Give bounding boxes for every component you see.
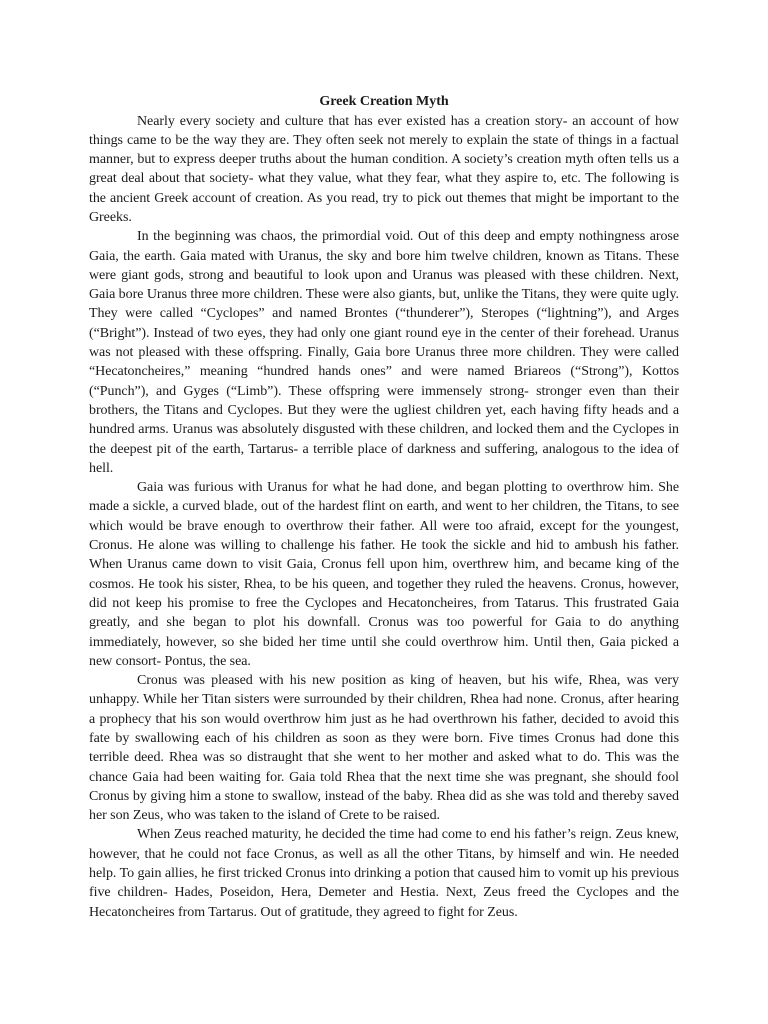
document-page: [89, 92, 679, 922]
paragraph-beginning: In the beginning was chaos, the primordial void. Out of this deep and empty nothingness arose Gaia, the earth. Gaia mated with Uranus, the sky and bore him twelve children, known as Titans. These were giant gods, strong and beautiful to look upon and Uranus was pleased with these children. Next, Gaia bore Uranus three more children. These were also giants, but, unlike the Titans, they were quite ugly. They were called “Cyclopes” and named Brontes (“thunderer”), Steropes (“lightning”), and Arges (“Bright”). Instead of two eyes, they had only one giant round eye in the center of their forehead. Uranus was not pleased with these offspring. Finally, Gaia bore Uranus three more children. They were called “Hecatoncheires,” meaning “hundred hands ones” and were named Briareos (“Strong”), Kottos (“Punch”), and Gyges (“Limb”). These offspring were immensely strong- stronger even than their brothers, the Titans and Cyclopes. But they were the ugliest children yet, each having fifty heads and a hundred arms. Uranus was absolutely disgusted with these children, and locked them and the Cyclopes in the deepest pit of the earth, Tartarus- a terrible place of darkness and suffering, analogous to the idea of hell.: [89, 229, 679, 476]
paragraph-cronus-reign: Cronus was pleased with his new position as king of heaven, but his wife, Rhea, was very unhappy. While her Titan sisters were surrounded by their children, Rhea had none. Cronus, after hearing a prophecy that his son would overthrow him just as he had overthrown his father, decided to avoid this fate by swallowing each of his children as soon as they were born. Five times Cronus had done this terrible deed. Rhea was so distraught that she went to her mother and asked what to do. This was the chance Gaia had been waiting for. Gaia told Rhea that the next time she was pregnant, she should fool Cronus by giving him a stone to swallow, instead of the baby. Rhea did as she was told and thereby saved her son Zeus, who was taken to the island of Crete to be raised.: [89, 673, 679, 824]
paragraph-gaia-revenge: Gaia was furious with Uranus for what he had done, and began plotting to overthrow him. She made a sickle, a curved blade, out of the hardest flint on earth, and went to her children, the Titans, to see which would be brave enough to overthrow their father. All were too afraid, except for the youngest, Cronus. He alone was willing to challenge his father. He took the sickle and hid to ambush his father. When Uranus came down to visit Gaia, Cronus fell upon him, overthrew him, and became king of the cosmos. He took his sister, Rhea, to be his queen, and together they ruled the heavens. Cronus, however, did not keep his promise to free the Cyclopes and Hecatoncheires, from Tatarus. This frustrated Gaia greatly, and she began to plot his downfall. Cronus was too powerful for Gaia to do anything immediately, however, so she bided her time until she could overthrow him. Until then, Gaia picked a new consort- Pontus, the sea.: [89, 480, 679, 669]
paragraph-zeus: When Zeus reached maturity, he decided the time had come to end his father’s reign. Zeus knew, however, that he could not face Cronus, as well as all the other Titans, by himself and win. He needed help. To gain allies, he first tricked Cronus into drinking a potion that caused him to vomit up his previous five children- Hades, Poseidon, Hera, Demeter and Hestia. Next, Zeus freed the Cyclopes and the Hecatoncheires from Tartarus. Out of gratitude, they agreed to fight for Zeus.: [89, 827, 679, 920]
document-title: Greek Creation Myth: [319, 94, 449, 109]
paragraph-intro: Nearly every society and culture that has ever existed has a creation story- an account of how things came to be the way they are. They often seek not merely to explain the state of things in a factual manner, but to express deeper truths about the human condition. A society’s creation myth often tells us a great deal about that society- what they value, what they fear, what they aspire to, etc. The following is the ancient Greek account of creation. As you read, try to pick out themes that might be important to the Greeks.: [89, 113, 679, 225]
